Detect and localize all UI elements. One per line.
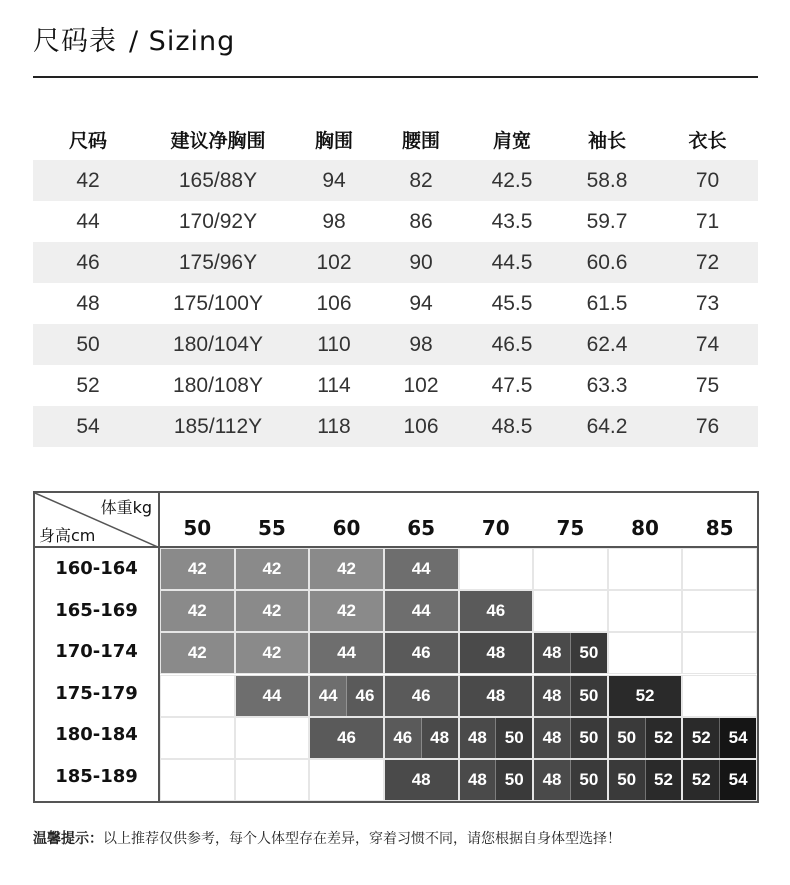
size-recommendation-cell <box>533 632 608 674</box>
size-cell: 42 <box>33 160 143 201</box>
recommended-size: 46 <box>346 676 383 716</box>
recommended-size: 50 <box>570 633 607 673</box>
size-cell: 50 <box>33 324 143 365</box>
recommended-size: 50 <box>609 760 645 800</box>
empty-cell <box>160 759 235 801</box>
size-cell: 94 <box>293 160 375 201</box>
size-cell: 98 <box>375 324 467 365</box>
size-cell: 106 <box>316 291 352 315</box>
recommended-size: 48 <box>534 676 570 716</box>
weight-label: 85 <box>705 516 734 540</box>
height-label: 175-179 <box>55 682 138 704</box>
tip-label: 温馨提示： <box>33 831 103 847</box>
recommended-size: 52 <box>645 760 682 800</box>
size-cell: 63.3 <box>586 373 628 397</box>
size-row <box>33 324 758 365</box>
empty-cell <box>682 548 757 590</box>
size-cell: 48 <box>76 291 100 315</box>
size-cell: 46 <box>33 242 143 283</box>
tip-text: 以上推荐仅供参考，每个人体型存在差异，穿着习惯不同，请您根据自身体型选择！ <box>103 831 621 847</box>
size-recommendation-cell <box>235 590 310 632</box>
column-header: 胸围 <box>314 129 353 152</box>
size-recommendation-cell <box>459 632 534 674</box>
height-label: 160-164 <box>55 558 138 579</box>
size-recommendation-cell <box>309 632 384 674</box>
size-recommendation-cell <box>235 548 310 590</box>
recommendation-cells <box>160 548 757 801</box>
weight-label: 80 <box>631 516 659 540</box>
weight-label: 75 <box>556 516 585 540</box>
size-cell: 59.7 <box>586 209 628 233</box>
recommended-size: 46 <box>310 718 383 758</box>
column-header: 建议净胸围 <box>170 129 266 152</box>
recommended-size: 50 <box>570 676 607 716</box>
size-cell: 118 <box>293 406 375 447</box>
recommended-size: 42 <box>161 633 234 673</box>
size-cell: 44.5 <box>467 242 557 283</box>
weight-header-row <box>160 493 757 548</box>
recommended-size: 48 <box>460 760 496 800</box>
size-cell: 90 <box>375 242 467 283</box>
size-recommendation-cell <box>533 717 608 759</box>
grid-corner <box>35 493 160 548</box>
height-label: 185-189 <box>55 765 138 787</box>
recommended-size: 46 <box>385 676 458 716</box>
recommended-size: 42 <box>310 591 383 631</box>
size-cell: 43.5 <box>491 209 533 233</box>
recommended-size: 48 <box>460 718 496 758</box>
size-cell: 94 <box>409 291 433 315</box>
size-cell: 46.5 <box>467 324 557 365</box>
size-recommendation-cell <box>384 548 459 590</box>
weight-label: 50 <box>183 516 212 540</box>
size-cell: 185/112Y <box>143 406 293 447</box>
empty-cell <box>682 632 757 674</box>
recommended-size: 42 <box>310 549 383 589</box>
recommended-size: 44 <box>385 549 458 589</box>
size-cell: 54 <box>33 406 143 447</box>
size-cell: 71 <box>695 209 720 233</box>
size-cell: 76 <box>657 406 758 447</box>
empty-cell <box>608 548 683 590</box>
column-header: 袖长 <box>587 129 626 152</box>
size-row <box>33 365 758 406</box>
size-recommendation-cell <box>682 717 757 759</box>
empty-cell <box>235 759 310 801</box>
title-cn: 尺码表 <box>33 26 117 57</box>
size-row <box>33 283 758 324</box>
size-cell: 64.2 <box>557 406 657 447</box>
weight-label: 60 <box>332 516 361 540</box>
empty-cell <box>533 548 608 590</box>
height-header-column <box>35 548 160 801</box>
size-cell: 106 <box>375 406 467 447</box>
empty-cell <box>682 675 757 717</box>
recommended-size: 52 <box>683 760 719 800</box>
recommended-size: 44 <box>310 676 346 716</box>
recommended-size: 42 <box>236 633 309 673</box>
recommended-size: 48 <box>421 718 458 758</box>
size-table <box>33 118 758 447</box>
size-recommendation-cell <box>384 675 459 717</box>
size-recommendation-cell <box>235 632 310 674</box>
size-cell: 58.8 <box>557 160 657 201</box>
recommended-size: 52 <box>645 718 682 758</box>
recommended-size: 50 <box>570 760 607 800</box>
height-axis-label: 身高cm <box>39 526 96 545</box>
page-title <box>33 22 758 62</box>
recommended-size: 46 <box>385 718 421 758</box>
size-recommendation-cell <box>608 675 683 717</box>
empty-cell <box>309 759 384 801</box>
recommended-size: 46 <box>385 633 458 673</box>
recommended-size: 44 <box>310 633 383 673</box>
size-cell: 48.5 <box>467 406 557 447</box>
recommended-size: 50 <box>609 718 645 758</box>
height-label: 170-174 <box>55 641 138 662</box>
weight-label: 55 <box>258 516 286 540</box>
size-recommendation-cell <box>459 717 534 759</box>
recommended-size: 54 <box>719 760 756 800</box>
size-cell: 42.5 <box>467 160 557 201</box>
title-en: / Sizing <box>129 26 236 57</box>
recommended-size: 50 <box>570 718 607 758</box>
size-recommendation-cell <box>459 759 534 801</box>
size-cell: 70 <box>657 160 758 201</box>
recommended-size: 48 <box>460 676 533 716</box>
size-cell: 180/104Y <box>143 324 293 365</box>
size-recommendation-cell <box>459 675 534 717</box>
column-header: 腰围 <box>401 129 440 152</box>
size-recommendation-cell <box>459 590 534 632</box>
size-recommendation-cell <box>309 548 384 590</box>
size-cell: 170/92Y <box>178 209 258 233</box>
size-row <box>33 160 758 201</box>
size-recommendation-cell <box>309 590 384 632</box>
page-header <box>33 22 758 62</box>
size-recommendation-cell <box>309 717 384 759</box>
recommended-size: 52 <box>683 718 719 758</box>
size-recommendation-cell <box>384 759 459 801</box>
recommended-size: 48 <box>534 633 570 673</box>
empty-cell <box>608 632 683 674</box>
recommended-size: 48 <box>460 633 533 673</box>
fit-grid <box>33 491 759 803</box>
size-cell: 45.5 <box>491 291 533 315</box>
size-recommendation-cell <box>533 759 608 801</box>
size-cell: 110 <box>293 324 375 365</box>
size-recommendation-cell <box>160 590 235 632</box>
size-recommendation-cell <box>384 590 459 632</box>
size-recommendation-cell <box>384 717 459 759</box>
recommended-size: 48 <box>534 718 570 758</box>
size-recommendation-cell <box>533 675 608 717</box>
empty-cell <box>682 590 757 632</box>
height-label: 180-184 <box>55 724 138 745</box>
recommended-size: 48 <box>385 760 458 800</box>
recommended-size: 50 <box>495 718 532 758</box>
size-cell: 52 <box>76 373 100 397</box>
height-label: 165-169 <box>55 599 138 621</box>
size-cell: 82 <box>375 160 467 201</box>
column-header: 衣长 <box>688 129 727 152</box>
size-recommendation-cell <box>608 717 683 759</box>
size-cell: 74 <box>657 324 758 365</box>
size-cell: 62.4 <box>557 324 657 365</box>
column-header: 尺码 <box>68 129 107 152</box>
column-header: 肩宽 <box>492 129 531 152</box>
recommended-size: 44 <box>236 676 309 716</box>
size-recommendation-cell <box>608 759 683 801</box>
recommended-size: 54 <box>719 718 756 758</box>
size-cell: 73 <box>695 291 720 315</box>
recommended-size: 50 <box>495 760 532 800</box>
recommended-size: 46 <box>460 591 533 631</box>
size-cell: 47.5 <box>491 373 533 397</box>
size-cell: 102 <box>293 242 375 283</box>
size-recommendation-cell <box>160 632 235 674</box>
size-cell: 175/100Y <box>173 291 263 315</box>
size-recommendation-cell <box>384 632 459 674</box>
weight-axis-label: 体重kg <box>100 498 152 517</box>
recommended-size: 42 <box>161 591 234 631</box>
empty-cell <box>235 717 310 759</box>
size-cell: 44 <box>76 209 100 233</box>
size-cell: 175/96Y <box>143 242 293 283</box>
header-divider <box>33 76 758 78</box>
size-cell: 165/88Y <box>143 160 293 201</box>
recommended-size: 52 <box>609 676 682 716</box>
weight-label: 70 <box>481 516 510 540</box>
recommended-size: 42 <box>161 549 234 589</box>
size-recommendation-cell <box>309 675 384 717</box>
weight-label: 65 <box>407 516 436 540</box>
size-cell: 86 <box>409 209 433 233</box>
size-table-body <box>33 160 758 447</box>
size-cell: 114 <box>317 373 351 397</box>
size-recommendation-cell <box>160 548 235 590</box>
size-row <box>33 406 758 447</box>
size-cell: 102 <box>403 373 439 397</box>
size-cell: 75 <box>695 373 720 397</box>
size-cell: 61.5 <box>586 291 628 315</box>
empty-cell <box>608 590 683 632</box>
size-row <box>33 242 758 283</box>
size-cell: 98 <box>322 209 346 233</box>
empty-cell <box>160 717 235 759</box>
tip-note <box>33 828 621 848</box>
recommended-size: 42 <box>236 549 309 589</box>
size-recommendation-cell <box>235 675 310 717</box>
empty-cell <box>160 675 235 717</box>
empty-cell <box>459 548 534 590</box>
empty-cell <box>533 590 608 632</box>
recommended-size: 44 <box>385 591 458 631</box>
recommended-size: 42 <box>236 591 309 631</box>
size-cell: 180/108Y <box>173 373 263 397</box>
size-cell: 72 <box>657 242 758 283</box>
size-table-header-row <box>33 118 758 160</box>
size-row <box>33 201 758 242</box>
size-recommendation-cell <box>682 759 757 801</box>
size-cell: 60.6 <box>557 242 657 283</box>
recommended-size: 48 <box>534 760 570 800</box>
